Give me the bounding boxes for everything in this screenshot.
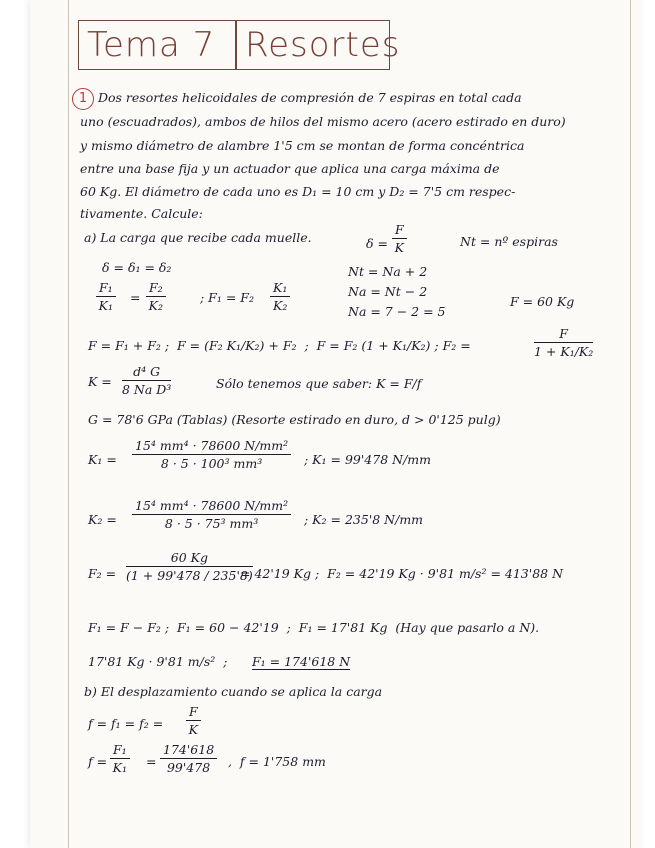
displacement-eq-prefix: f = f₁ = f₂ =: [88, 716, 164, 731]
k-formula-den: 8 Na D³: [122, 382, 172, 397]
k1-fraction-num: 15⁴ mm⁴ · 78600 N/mm²: [132, 438, 291, 455]
title-box: [78, 20, 401, 70]
k1-fraction: [132, 438, 291, 471]
given-load: F = 60 Kg: [510, 294, 575, 309]
k2-fraction: [132, 498, 291, 531]
statement-line-6: tivamente. Calcule:: [80, 206, 203, 221]
part-a-heading: a) La carga que recibe cada muelle.: [84, 230, 312, 245]
delta-fraction: [392, 222, 407, 255]
problem-number-badge: 1: [72, 88, 94, 110]
k2-fraction-den: 8 · 5 · 75³ mm³: [164, 516, 259, 531]
delta-sum: δ = δ₁ = δ₂: [102, 260, 172, 275]
f2-result: = 42'19 Kg ; F₂ = 42'19 Kg · 9'81 m/s² = 413'88 N: [240, 566, 564, 581]
part-b-heading: b) El desplazamiento cuando se aplica la carga: [84, 684, 383, 699]
k-formula-num: d⁴ G: [122, 364, 171, 381]
f2-prefix: F₂ =: [88, 566, 117, 581]
f2-fraction-num: 60 Kg: [126, 550, 253, 567]
displacement-calc-frac-2-num: 174'618: [160, 742, 217, 759]
k1-prefix: K₁ =: [88, 452, 117, 467]
ratio-f2: [146, 280, 166, 313]
nt-note: Nt = nº espiras: [460, 234, 558, 249]
statement-line-5: 60 Kg. El diámetro de cada uno es D₁ = 10 cm y D₂ = 7'5 cm respec-: [80, 184, 516, 199]
delta-fraction-num: F: [392, 222, 407, 239]
ratio-rest: ; F₁ = F₂: [200, 290, 254, 305]
statement-line-1: Dos resortes helicoidales de compresión de 7 espiras en total cada: [98, 90, 522, 105]
delta-equation: δ =: [366, 236, 392, 251]
displacement-result: , f = 1'758 mm: [228, 754, 326, 769]
k-note: Sólo tenemos que saber: K = F/f: [216, 376, 422, 391]
k1-fraction-den: 8 · 5 · 100³ mm³: [160, 456, 263, 471]
f1-conversion: 17'81 Kg · 9'81 m/s² ;: [88, 654, 228, 669]
margin-line-right: [630, 0, 631, 848]
displacement-calc-equals: =: [146, 754, 157, 769]
ratio-k: [270, 280, 290, 313]
k-formula-prefix: K =: [88, 374, 112, 389]
ratio-f2-num: F₂: [146, 280, 166, 297]
displacement-calc-frac-1: [110, 742, 130, 775]
ratio-k-num: K₁: [270, 280, 290, 297]
displacement-calc-prefix: f =: [88, 754, 108, 769]
delta-fraction-den: K: [394, 240, 405, 255]
k2-prefix: K₂ =: [88, 512, 117, 527]
k1-result: ; K₁ = 99'478 N/mm: [304, 452, 431, 467]
force-sum-line: F = F₁ + F₂ ; F = (F₂ K₁/K₂) + F₂ ; F = F₂ (1 + K₁/K₂) ; F₂ =: [88, 338, 471, 353]
k2-result: ; K₂ = 235'8 N/mm: [304, 512, 424, 527]
ratio-k-den: K₂: [273, 298, 288, 313]
force-sum-fraction-den: 1 + K₁/K₂: [534, 344, 594, 359]
ratio-f1-num: F₁: [96, 280, 116, 297]
nt-equation-1: Nt = Na + 2: [348, 264, 428, 279]
margin-line-left: [68, 0, 69, 848]
nt-equation-2: Na = Nt − 2: [348, 284, 428, 299]
force-sum-fraction-num: F: [534, 326, 593, 343]
displacement-eq-num: F: [186, 704, 201, 721]
ratio-f1: [96, 280, 116, 313]
displacement-calc-frac-1-num: F₁: [110, 742, 130, 759]
f1-line: F₁ = F − F₂ ; F₁ = 60 − 42'19 ; F₁ = 17'81 Kg (Hay que pasarlo a N).: [88, 620, 540, 635]
displacement-calc-frac-1-den: K₁: [112, 760, 128, 775]
displacement-calc-frac-2: [160, 742, 217, 775]
displacement-calc-frac-2-den: 99'478: [166, 760, 211, 775]
ratio-f1-den: K₁: [98, 298, 114, 313]
statement-line-3: y mismo diámetro de alambre 1'5 cm se montan de forma concéntrica: [80, 138, 525, 153]
f2-fraction: [126, 550, 253, 583]
k-formula: [122, 364, 171, 397]
displacement-eq-fraction: [186, 704, 201, 737]
title-subject: Resortes: [245, 25, 401, 65]
force-sum-fraction: [534, 326, 593, 359]
statement-line-4: entre una base fija y un actuador que aplica una carga máxima de: [80, 161, 500, 176]
nt-equation-3: Na = 7 − 2 = 5: [348, 304, 446, 319]
shear-modulus-line: G = 78'6 GPa (Tablas) (Resorte estirado en duro, d > 0'125 pulg): [88, 412, 501, 427]
ratio-f2-den: K₂: [148, 298, 164, 313]
title-topic: Tema 7: [87, 25, 216, 65]
k2-fraction-num: 15⁴ mm⁴ · 78600 N/mm²: [132, 498, 291, 515]
displacement-eq-den: K: [188, 722, 199, 737]
ratio-equals: =: [130, 290, 141, 305]
f2-fraction-den: (1 + 99'478 / 235'8): [126, 568, 253, 583]
title-divider: [235, 21, 237, 69]
f1-final-result: F₁ = 174'618 N: [252, 654, 351, 669]
statement-line-2: uno (escuadrados), ambos de hilos del mismo acero (acero estirado en duro): [80, 114, 566, 129]
